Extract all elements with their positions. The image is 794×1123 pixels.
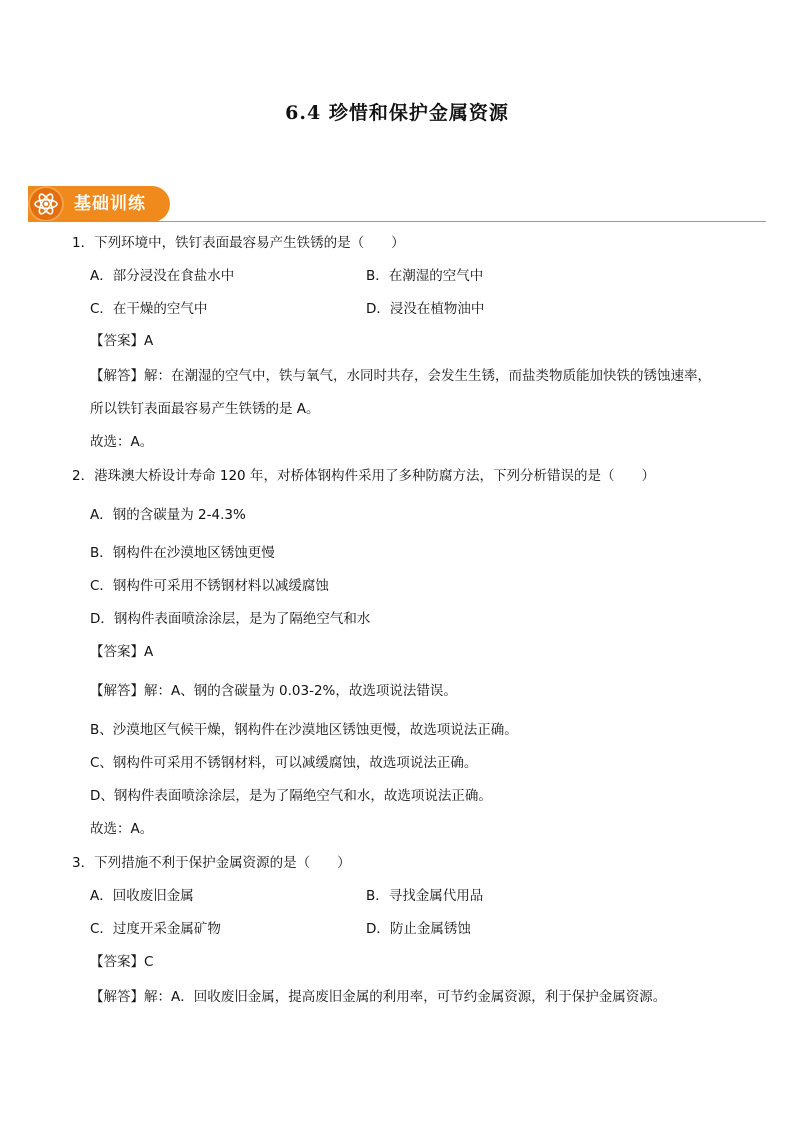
answer: 【答案】A <box>90 644 154 660</box>
atom-icon <box>28 186 64 222</box>
page-title: 6.4 珍惜和保护金属资源 <box>285 102 509 124</box>
option: D．浸没在植物油中 <box>366 301 485 317</box>
option: B．寻找金属代用品 <box>366 888 484 904</box>
answer: 【答案】C <box>90 954 154 970</box>
analysis-line: C、钢构件可采用不锈钢材料，可以减缓腐蚀，故选项说法正确。 <box>90 755 478 771</box>
analysis-line: 故选：A。 <box>90 821 154 837</box>
question-stem: 3．下列措施不利于保护金属资源的是（ ） <box>72 855 351 871</box>
analysis-line: 【解答】解：在潮湿的空气中，铁与氧气，水同时共存，会发生生锈，而盐类物质能加快铁的锈蚀速率， <box>90 368 711 384</box>
section-banner <box>28 186 170 222</box>
analysis-line: 【解答】解：A、钢的含碳量为 0.03-2%，故选项说法错误。 <box>90 683 457 699</box>
question-stem: 1．下列环境中，铁钉表面最容易产生铁锈的是（ ） <box>72 235 405 251</box>
section-label: 基础训练 <box>74 194 146 214</box>
analysis-line: 【解答】解：A．回收废旧金属，提高废旧金属的利用率，可节约金属资源，利于保护金属资源。 <box>90 989 667 1005</box>
option: C．在干燥的空气中 <box>90 301 208 317</box>
option: A．钢的含碳量为 2-4.3% <box>90 507 246 523</box>
question-stem: 2．港珠澳大桥设计寿命 120 年，对桥体钢构件采用了多种防腐方法，下列分析错误的是（ ） <box>72 468 655 484</box>
option: B．在潮湿的空气中 <box>366 268 484 284</box>
answer: 【答案】A <box>90 333 154 349</box>
option: D．防止金属锈蚀 <box>366 921 471 937</box>
option: D．钢构件表面喷涂涂层，是为了隔绝空气和水 <box>90 611 371 627</box>
option: A．回收废旧金属 <box>90 888 194 904</box>
analysis-line: 所以铁钉表面最容易产生铁锈的是 A。 <box>90 401 320 417</box>
option: C．过度开采金属矿物 <box>90 921 221 937</box>
option: A．部分浸没在食盐水中 <box>90 268 235 284</box>
option: B．钢构件在沙漠地区锈蚀更慢 <box>90 545 275 561</box>
option: C．钢构件可采用不锈钢材料以减缓腐蚀 <box>90 578 329 594</box>
section-divider <box>28 221 766 222</box>
analysis-line: B、沙漠地区气候干燥，钢构件在沙漠地区锈蚀更慢，故选项说法正确。 <box>90 722 518 738</box>
analysis-line: D、钢构件表面喷涂涂层，是为了隔绝空气和水，故选项说法正确。 <box>90 788 492 804</box>
analysis-line: 故选：A。 <box>90 434 154 450</box>
